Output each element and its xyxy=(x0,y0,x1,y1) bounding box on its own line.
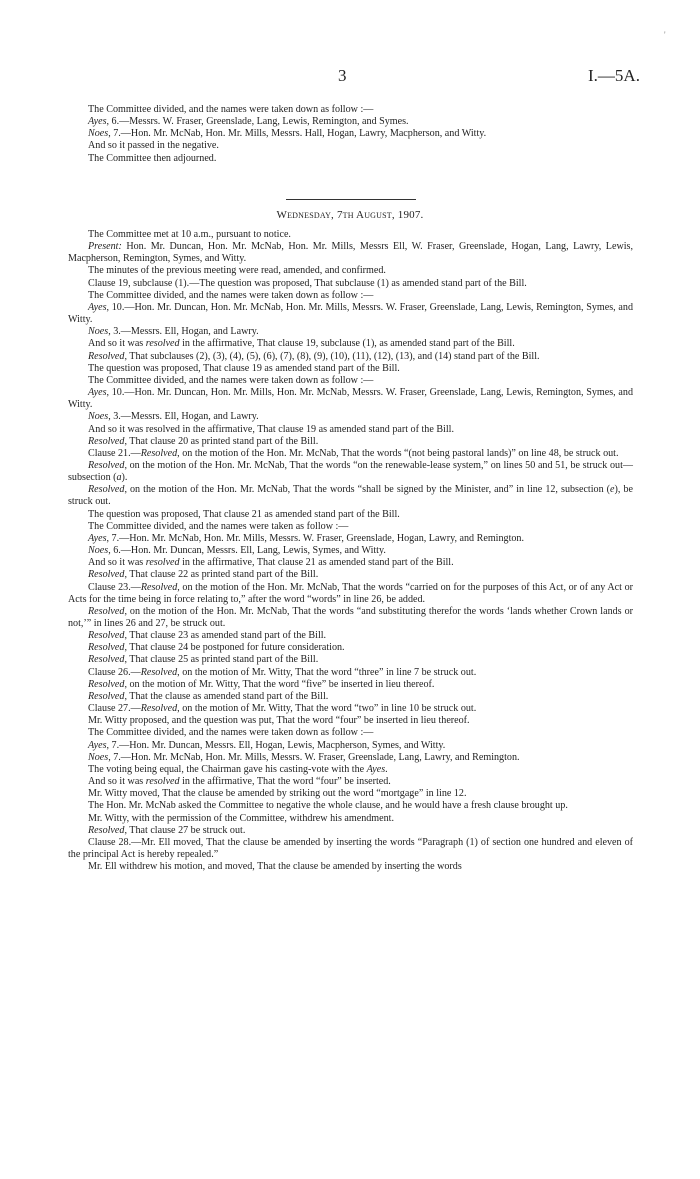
minutes-paragraph xyxy=(68,715,633,727)
paragraph-pre: The Committee divided, and the names were taken down as follow :— xyxy=(88,289,374,301)
paragraph-post: , on the motion of Mr. Witty, That the word “three” in line 7 be struck out. xyxy=(177,666,477,678)
paragraph-em: resolved xyxy=(145,776,180,788)
paragraph-post: ), be struck out. xyxy=(68,484,633,508)
paragraph-pre: Clause 27.— xyxy=(88,703,141,715)
paragraph-lead: Resolved xyxy=(88,690,125,702)
minutes-paragraph xyxy=(68,825,633,837)
paragraph-post: in the affirmative, That clause 19, subclause (1), as amended stand part of the Bill. xyxy=(179,338,515,350)
paragraph-pre: , on the motion of the Hon. Mr. McNab, That the words “shall be signed by the Minister, and” in line 12, subsection ( xyxy=(124,484,611,496)
date-heading: Wednesday, 7th August, 1907. xyxy=(276,209,424,221)
paragraph-lead: Noes xyxy=(88,751,109,763)
paragraph-pre: Clause 23.— xyxy=(88,581,141,593)
minutes-paragraph xyxy=(68,229,633,241)
minutes-paragraph xyxy=(68,752,633,764)
paragraph-pre: Clause 19, subclause (1).—The question was proposed, That subclause (1) as amended stand part of the Bill. xyxy=(88,277,527,289)
minutes-paragraph xyxy=(68,667,633,679)
paragraph-pre: And so it was resolved in the affirmative, That clause 19 as amended stand part of the Bill. xyxy=(88,423,454,435)
paragraph-pre: , 3.—Messrs. Ell, Hogan, and Lawry. xyxy=(108,326,259,338)
section-divider xyxy=(286,199,416,200)
minutes-paragraph xyxy=(68,764,633,776)
paragraph-pre: Hon. Mr. Duncan, Hon. Mr. McNab, Hon. Mr. Mills, Messrs Ell, W. Fraser, Greenslade, Hogan, Lang, Lawry, Lewis, Macpherson, Remington, Symes, and Witty. xyxy=(68,241,633,265)
minutes-paragraph xyxy=(68,642,633,654)
paragraph-pre: Mr. Witty moved, That the clause be amended by striking out the word “mortgage” in line 12. xyxy=(88,788,467,800)
minutes-paragraph xyxy=(68,424,633,436)
minutes-paragraph xyxy=(68,363,633,375)
paragraph-lead: Resolved xyxy=(88,824,125,836)
minutes-paragraph xyxy=(68,436,633,448)
paragraph-pre: Clause 21.— xyxy=(88,447,141,459)
paragraph-em: resolved xyxy=(145,557,180,569)
paragraph-pre: And so it was xyxy=(88,557,146,569)
paragraph-pre: The Committee divided, and the names were taken as follow :— xyxy=(88,520,349,532)
paragraph-pre: The minutes of the previous meeting were read, amended, and confirmed. xyxy=(88,265,386,277)
paragraph-pre: Mr. Ell withdrew his motion, and moved, That the clause be amended by inserting the words xyxy=(88,861,462,873)
minutes-paragraph xyxy=(68,509,633,521)
paragraph-pre: , That clause 20 as printed stand part of the Bill. xyxy=(124,435,319,447)
minutes-paragraph xyxy=(68,776,633,788)
paragraph-lead: Ayes xyxy=(88,387,107,399)
paragraph-pre: , on the motion of Mr. Witty, That the word “five” be inserted in lieu thereof. xyxy=(124,678,435,690)
minutes-paragraph xyxy=(68,545,633,557)
minutes-paragraph xyxy=(68,375,633,387)
paragraph-lead: Resolved xyxy=(88,484,125,496)
minutes-paragraph xyxy=(68,351,633,363)
minutes-paragraph xyxy=(68,241,633,265)
paragraph-pre: And so it was xyxy=(88,338,146,350)
paragraph-pre: , 7.—Hon. Mr. McNab, Hon. Mr. Mills, Messrs. W. Fraser, Greenslade, Lang, Lawry, and Remington. xyxy=(108,751,520,763)
minutes-paragraph xyxy=(68,140,633,152)
document-reference: I.—5A. xyxy=(588,66,640,85)
minutes-paragraph xyxy=(68,569,633,581)
paragraph-pre: Mr. Witty proposed, and the question was put, That the word “four” be inserted in lieu thereof. xyxy=(88,715,470,727)
paragraph-pre: , 10.—Hon. Mr. Duncan, Hon. Mr. McNab, Hon. Mr. Mills, Messrs. W. Fraser, Greenslade, Lang, Lewis, Remington, Symes, and Witty. xyxy=(68,301,633,326)
paragraph-pre: , That clause 22 as printed stand part of the Bill. xyxy=(124,569,319,581)
paragraph-post: in the affirmative, That clause 21 as amended stand part of the Bill. xyxy=(179,557,454,569)
paragraph-em: a xyxy=(116,472,122,484)
minutes-paragraph xyxy=(68,104,633,116)
paragraph-lead: Resolved xyxy=(88,642,125,654)
paragraph-lead: Resolved xyxy=(88,678,125,690)
paragraph-pre: The Committee met at 10 a.m., pursuant to notice. xyxy=(88,229,291,240)
minutes-paragraph xyxy=(68,265,633,277)
paragraph-pre: , That clause 27 be struck out. xyxy=(124,824,246,836)
paragraph-pre: And so it passed in the negative. xyxy=(88,140,219,152)
paragraph-post: , on the motion of the Hon. Mr. McNab, That the words “(not being pastoral lands)” on line 48, be struck out. xyxy=(177,447,619,459)
paragraph-pre: , 6.—Hon. Mr. Duncan, Messrs. Ell, Lang, Lewis, Symes, and Witty. xyxy=(108,545,386,557)
minutes-paragraph xyxy=(68,813,633,825)
paragraph-pre: , on the motion of the Hon. Mr. McNab, That the words “and substituting therefor the words ‘lands whether Crown lands or not,’” in lines 26 and 27, be struck out. xyxy=(68,605,633,629)
paragraph-em: Resolved xyxy=(140,447,178,459)
paragraph-em: e xyxy=(610,484,615,496)
paragraph-em: Resolved xyxy=(140,666,178,678)
minutes-paragraph xyxy=(68,740,633,752)
paragraph-pre: , 7.—Hon. Mr. Duncan, Messrs. Ell, Hogan, Lewis, Macpherson, Symes, and Witty. xyxy=(106,739,446,751)
minutes-paragraph xyxy=(68,800,633,812)
paragraph-lead: Noes xyxy=(88,326,109,338)
paragraph-pre: , That subclauses (2), (3), (4), (5), (6), (7), (8), (9), (10), (11), (12), (13), and (14) stand part of the Bill. xyxy=(124,350,540,362)
paragraph-lead: Present: xyxy=(88,241,122,253)
paragraph-post: in the affirmative, That the word “four” be inserted. xyxy=(179,776,391,788)
minutes-section-1 xyxy=(68,104,633,165)
paragraph-post: , on the motion of Mr. Witty, That the word “two” in line 10 be struck out. xyxy=(177,703,477,715)
minutes-paragraph xyxy=(68,788,633,800)
minutes-paragraph xyxy=(68,484,633,508)
page-number: 3 xyxy=(338,66,347,85)
paragraph-pre: , 6.—Messrs. W. Fraser, Greenslade, Lang, Lewis, Remington, and Symes. xyxy=(106,116,409,128)
paragraph-em: resolved xyxy=(145,338,180,350)
paragraph-pre: Clause 28.—Mr. Ell moved, That the clause be amended by inserting the words “Paragraph (1) of section one hundred and eleven of the principal Act is hereby repealed.” xyxy=(68,836,633,860)
paragraph-pre: , That the clause as amended stand part of the Bill. xyxy=(124,690,329,702)
paragraph-post: . xyxy=(385,763,388,775)
minutes-paragraph xyxy=(68,861,633,873)
paragraph-pre: The Committee divided, and the names were taken down as follow :— xyxy=(88,104,374,115)
paragraph-lead: Noes xyxy=(88,411,109,423)
paragraph-pre: , That clause 23 as amended stand part of the Bill. xyxy=(124,630,327,642)
paragraph-lead: Resolved xyxy=(88,459,125,471)
minutes-paragraph xyxy=(68,654,633,666)
paragraph-pre: , 3.—Messrs. Ell, Hogan, and Lawry. xyxy=(108,411,259,423)
paragraph-pre: , That clause 24 be postponed for future consideration. xyxy=(124,642,345,654)
minutes-paragraph xyxy=(68,302,633,326)
paragraph-post: , on the motion of the Hon. Mr. McNab, That the words “carried on for the purposes of this Act, or of any Act or Acts for the time being in force relating to,” after the word “words” in line 26, be added. xyxy=(68,581,633,605)
minutes-paragraph xyxy=(68,679,633,691)
minutes-paragraph xyxy=(68,837,633,861)
paragraph-lead: Resolved xyxy=(88,435,125,447)
minutes-paragraph xyxy=(68,460,633,484)
minutes-paragraph xyxy=(68,290,633,302)
paragraph-lead: Ayes xyxy=(88,301,107,313)
paragraph-pre: Clause 26.— xyxy=(88,666,141,678)
paragraph-em: Resolved xyxy=(140,581,178,593)
minutes-paragraph xyxy=(68,630,633,642)
paragraph-pre: And so it was xyxy=(88,776,146,788)
minutes-paragraph xyxy=(68,116,633,128)
paragraph-lead: Ayes xyxy=(88,739,107,751)
paragraph-lead: Ayes xyxy=(88,532,107,544)
paragraph-pre: The Committee then adjourned. xyxy=(88,152,217,164)
paragraph-pre: The voting being equal, the Chairman gave his casting-vote with the xyxy=(88,763,367,775)
minutes-paragraph xyxy=(68,727,633,739)
paragraph-pre: , on the motion of the Hon. Mr. McNab, That the words “on the renewable-lease system,” on lines 50 and 51, be struck out—subsection ( xyxy=(68,459,633,484)
paragraph-em: Resolved xyxy=(140,703,178,715)
minutes-paragraph xyxy=(68,691,633,703)
paragraph-pre: , That clause 25 as printed stand part of the Bill. xyxy=(124,654,319,666)
paragraph-pre: , 7.—Hon. Mr. McNab, Hon. Mr. Mills, Messrs. W. Fraser, Greenslade, Hogan, Lawry, and Remington. xyxy=(106,532,524,544)
minutes-paragraph xyxy=(68,557,633,569)
paragraph-lead: Resolved xyxy=(88,569,125,581)
paragraph-pre: , 7.—Hon. Mr. McNab, Hon. Mr. Mills, Messrs. Hall, Hogan, Lawry, Macpherson, and Witty. xyxy=(108,128,487,140)
paragraph-em: Ayes xyxy=(366,763,386,775)
minutes-paragraph xyxy=(68,606,633,630)
minutes-paragraph xyxy=(68,326,633,338)
corner-mark: ' xyxy=(664,30,666,40)
paragraph-pre: The Committee divided, and the names were taken down as follow :— xyxy=(88,727,374,739)
minutes-paragraph xyxy=(68,387,633,411)
paragraph-pre: Mr. Witty, with the permission of the Committee, withdrew his amendment. xyxy=(88,812,395,824)
minutes-paragraph xyxy=(68,338,633,350)
paragraph-lead: Resolved xyxy=(88,350,125,362)
paragraph-lead: Noes xyxy=(88,128,109,140)
paragraph-pre: The question was proposed, That clause 19 as amended stand part of the Bill. xyxy=(88,362,400,374)
paragraph-post: ). xyxy=(121,472,128,484)
minutes-paragraph xyxy=(68,533,633,545)
minutes-paragraph xyxy=(68,278,633,290)
minutes-paragraph xyxy=(68,582,633,606)
minutes-paragraph xyxy=(68,153,633,165)
paragraph-pre: , 10.—Hon. Mr. Duncan, Hon. Mr. Mills, Hon. Mr. McNab, Messrs. W. Fraser, Greenslade, Lang, Lewis, Remington, Symes, and Witty. xyxy=(68,387,633,411)
minutes-paragraph xyxy=(68,521,633,533)
paragraph-pre: The Committee divided, and the names were taken down as follow :— xyxy=(88,374,374,386)
paragraph-lead: Noes xyxy=(88,545,109,557)
minutes-paragraph xyxy=(68,128,633,140)
minutes-section-2 xyxy=(68,229,633,873)
paragraph-lead: Resolved xyxy=(88,654,125,666)
minutes-paragraph xyxy=(68,703,633,715)
paragraph-lead: Resolved xyxy=(88,630,125,642)
minutes-paragraph xyxy=(68,448,633,460)
paragraph-pre: The question was proposed, That clause 21 as amended stand part of the Bill. xyxy=(88,508,400,520)
paragraph-lead: Ayes xyxy=(88,116,107,128)
paragraph-pre: The Hon. Mr. McNab asked the Committee to negative the whole clause, and he would have a fresh clause brought up. xyxy=(88,800,568,812)
minutes-paragraph xyxy=(68,411,633,423)
paragraph-lead: Resolved xyxy=(88,605,125,617)
